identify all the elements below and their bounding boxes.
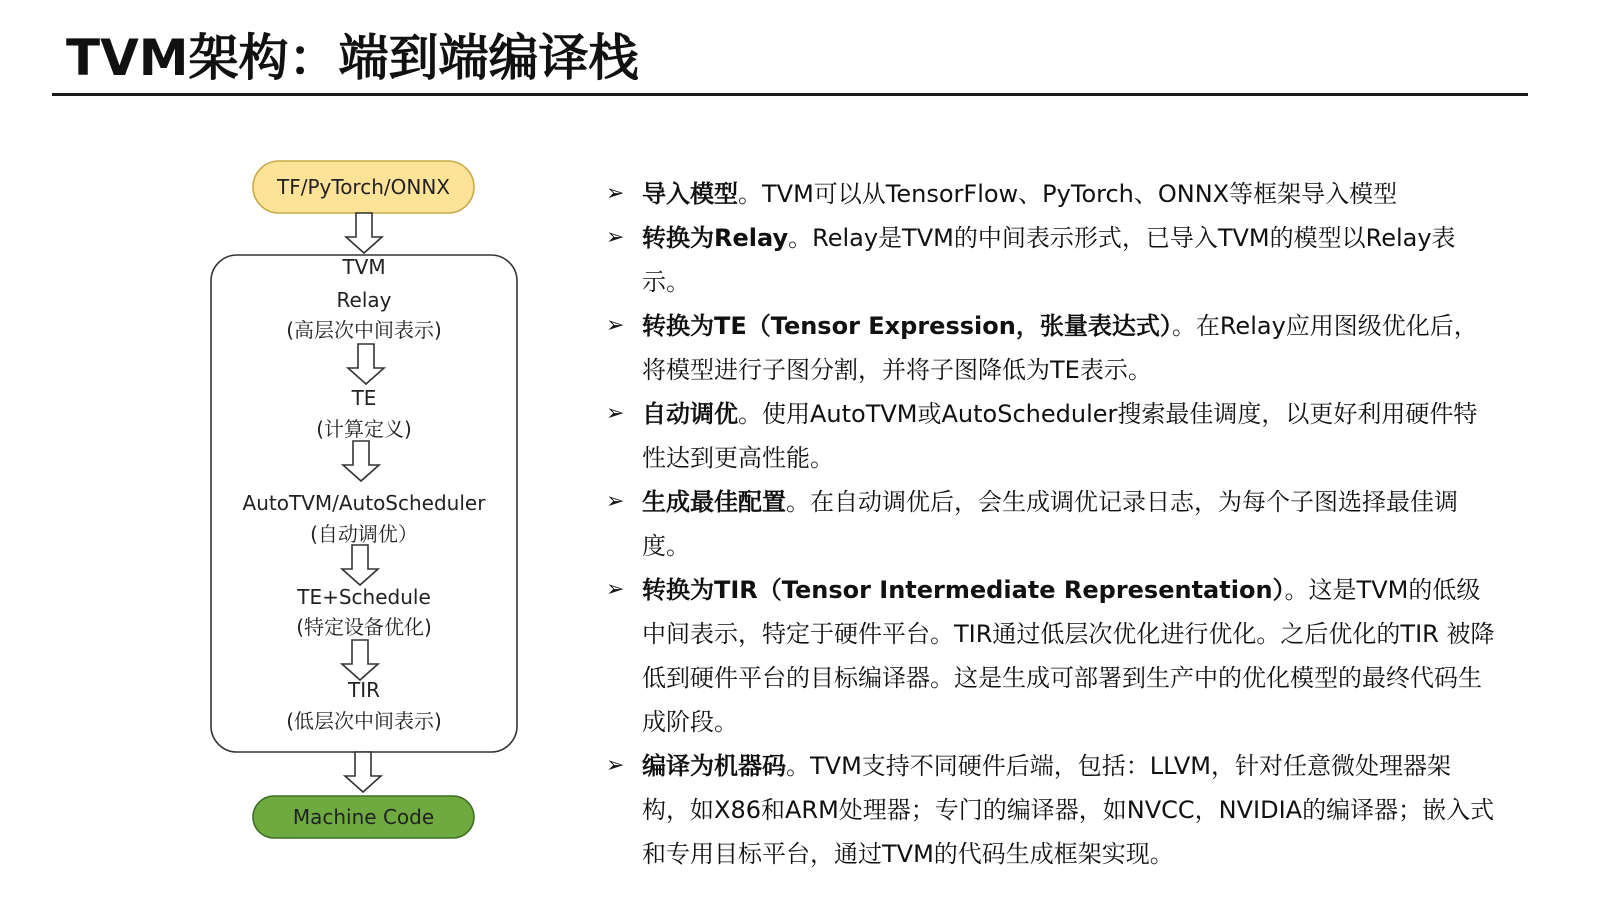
list-item (606, 480, 1496, 568)
stage-schedule-name: TE+Schedule (297, 585, 431, 609)
bullet-lead: 转换为TE（Tensor Expression，张量表达式） (642, 312, 1172, 340)
arrow-down-icon (345, 752, 381, 792)
bullet-text: 。在Relay应用图级优化后，将模型进行子图分割，并将子图降低为TE表示。 (642, 312, 1478, 384)
list-item (606, 304, 1496, 392)
arrowhead-right-icon: ➢ (606, 489, 625, 514)
tvm-label: TVM (342, 255, 386, 279)
arrowhead-right-icon: ➢ (606, 181, 625, 206)
arrowhead-right-icon: ➢ (606, 225, 625, 250)
bullet-lead: 导入模型 (642, 180, 738, 208)
bullet-lead: 编译为机器码 (642, 752, 786, 780)
bullet-text: 。Relay是TVM的中间表示形式，已导入TVM的模型以Relay表示。 (642, 224, 1456, 296)
list-item (606, 568, 1496, 744)
stage-tir-desc: (低层次中间表示) (286, 709, 442, 733)
arrowhead-right-icon: ➢ (606, 313, 625, 338)
arrowhead-right-icon: ➢ (606, 401, 625, 426)
bullet-text: 。TVM可以从TensorFlow、PyTorch、ONNX等框架导入模型 (738, 180, 1398, 208)
input-node-label: TF/PyTorch/ONNX (277, 175, 450, 199)
arrow-down-icon (346, 213, 382, 253)
bullet-list (606, 172, 1496, 876)
stage-schedule-desc: (特定设备优化) (296, 615, 432, 639)
output-node-label: Machine Code (292, 805, 435, 829)
list-item (606, 216, 1496, 304)
bullet-text: 。在自动调优后，会生成调优记录日志，为每个子图选择最佳调度。 (642, 488, 1458, 560)
bullet-lead: 生成最佳配置 (642, 488, 786, 516)
bullet-text: 。这是TVM的低级中间表示，特定于硬件平台。TIR通过低层次优化进行优化。之后优化的TIR 被降低到硬件平台的目标编译器。这是生成可部署到生产中的优化模型的最终代码生成阶段。 (642, 576, 1495, 736)
stage-te-desc: (计算定义) (316, 417, 412, 441)
arrowhead-right-icon: ➢ (606, 753, 625, 778)
list-item (606, 744, 1496, 876)
stage-te-name: TE (351, 386, 377, 410)
stage-autotvm-desc: (自动调优） (310, 522, 418, 546)
list-item (606, 172, 1496, 216)
bullet-lead: 转换为Relay (642, 224, 789, 252)
arrowhead-right-icon: ➢ (606, 577, 625, 602)
stage-relay-name: Relay (336, 288, 392, 312)
bullet-lead: 转换为TIR（Tensor Intermediate Representation） (642, 576, 1285, 604)
stage-tir-name: TIR (347, 678, 380, 702)
stage-relay-desc: (高层次中间表示) (286, 318, 442, 342)
list-item (606, 392, 1496, 480)
stage-autotvm-name: AutoTVM/AutoScheduler (242, 491, 486, 515)
slide-title: TVM架构：端到端编译栈 (66, 29, 639, 87)
bullet-text: 。TVM支持不同硬件后端，包括：LLVM，针对任意微处理器架构，如X86和ARM处理器；专门的编译器，如NVCC，NVIDIA的编译器；嵌入式和专用目标平台，通过TVM的代码生成框架实现。 (642, 752, 1495, 868)
bullet-text: 。使用AutoTVM或AutoScheduler搜索最佳调度，以更好利用硬件特性达到更高性能。 (642, 400, 1478, 472)
bullet-lead: 自动调优 (642, 400, 738, 428)
